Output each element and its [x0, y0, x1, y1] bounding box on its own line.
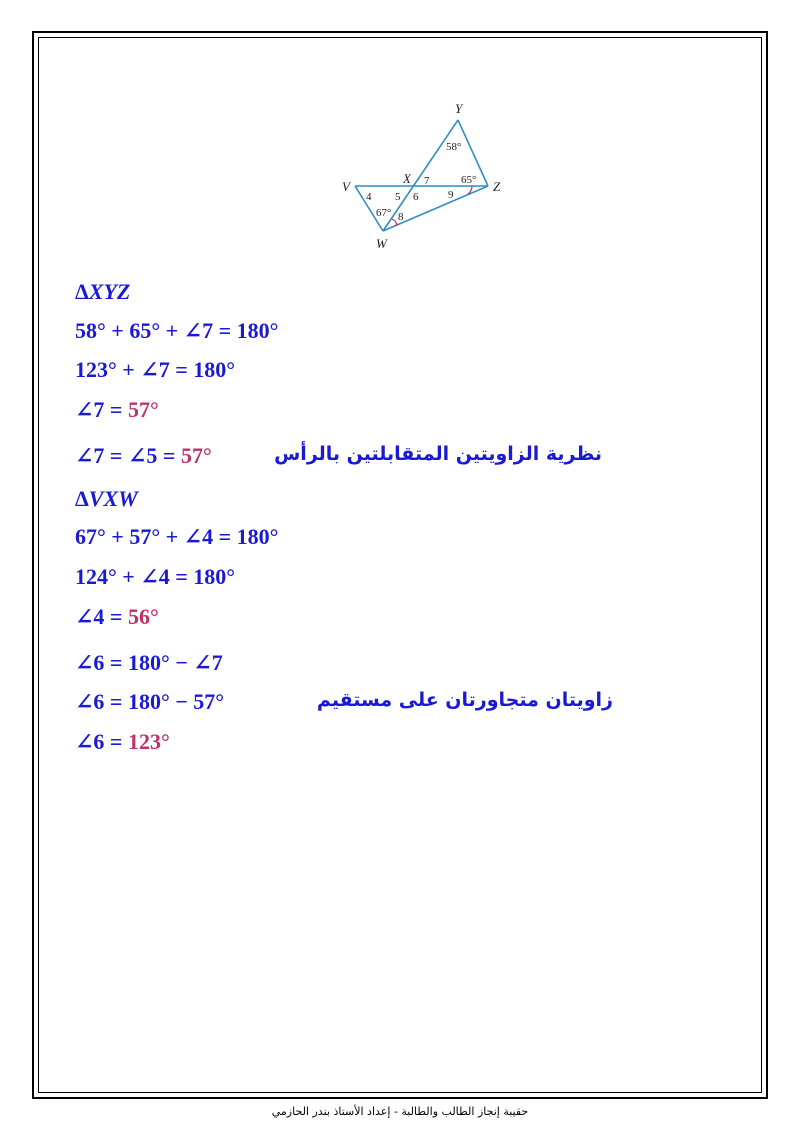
page-footer: حقيبة إنجاز الطالب والطالبة - إعداد الأستاذ بندر الحازمي	[271, 1105, 529, 1118]
label-x: X	[403, 171, 411, 186]
reason-vertical-angles: نظرية الزاويتين المتقابلتين بالرأس	[274, 443, 602, 465]
label-y: Y	[455, 101, 463, 116]
angle-num-4: 4	[366, 191, 372, 203]
label-w: W	[376, 236, 387, 251]
reason-linear-pair: زاويتان متجاورتان على مستقيم	[316, 689, 613, 711]
angle-num-9: 9	[448, 189, 454, 201]
step-simplify-xyz: 123° + ∠7 = 180°	[75, 357, 236, 382]
result-angle-5: ∠7 = ∠5 = 57°	[75, 443, 212, 468]
step-angle-6-formula: ∠6 = 180° − ∠7	[75, 650, 223, 675]
angle-67: 67°	[376, 207, 392, 219]
step-sum-xyz: 58° + 65° + ∠7 = 180°	[75, 318, 279, 343]
step-angle-6-substitute: ∠6 = 180° − 57°	[75, 689, 225, 714]
angle-num-7: 7	[424, 175, 430, 187]
triangle-figure	[330, 98, 510, 258]
step-simplify-vxw: 124° + ∠4 = 180°	[75, 564, 236, 589]
angle-58: 58°	[446, 141, 462, 153]
angle-num-6: 6	[413, 191, 419, 203]
angle-num-8: 8	[398, 211, 404, 223]
angle-65: 65°	[461, 174, 477, 186]
angle-num-5: 5	[395, 191, 401, 203]
angle-arc-w	[392, 219, 397, 226]
triangle-vxw-heading: ΔVXW	[75, 486, 138, 511]
result-angle-4: ∠4 = 56°	[75, 604, 159, 629]
label-z: Z	[493, 179, 501, 194]
triangle-xyz-heading: ΔXYZ	[75, 279, 131, 304]
step-sum-vxw: 67° + 57° + ∠4 = 180°	[75, 524, 279, 549]
label-v: V	[342, 179, 350, 194]
result-angle-6: ∠6 = 123°	[75, 729, 170, 754]
result-angle-7: ∠7 = 57°	[75, 397, 159, 422]
